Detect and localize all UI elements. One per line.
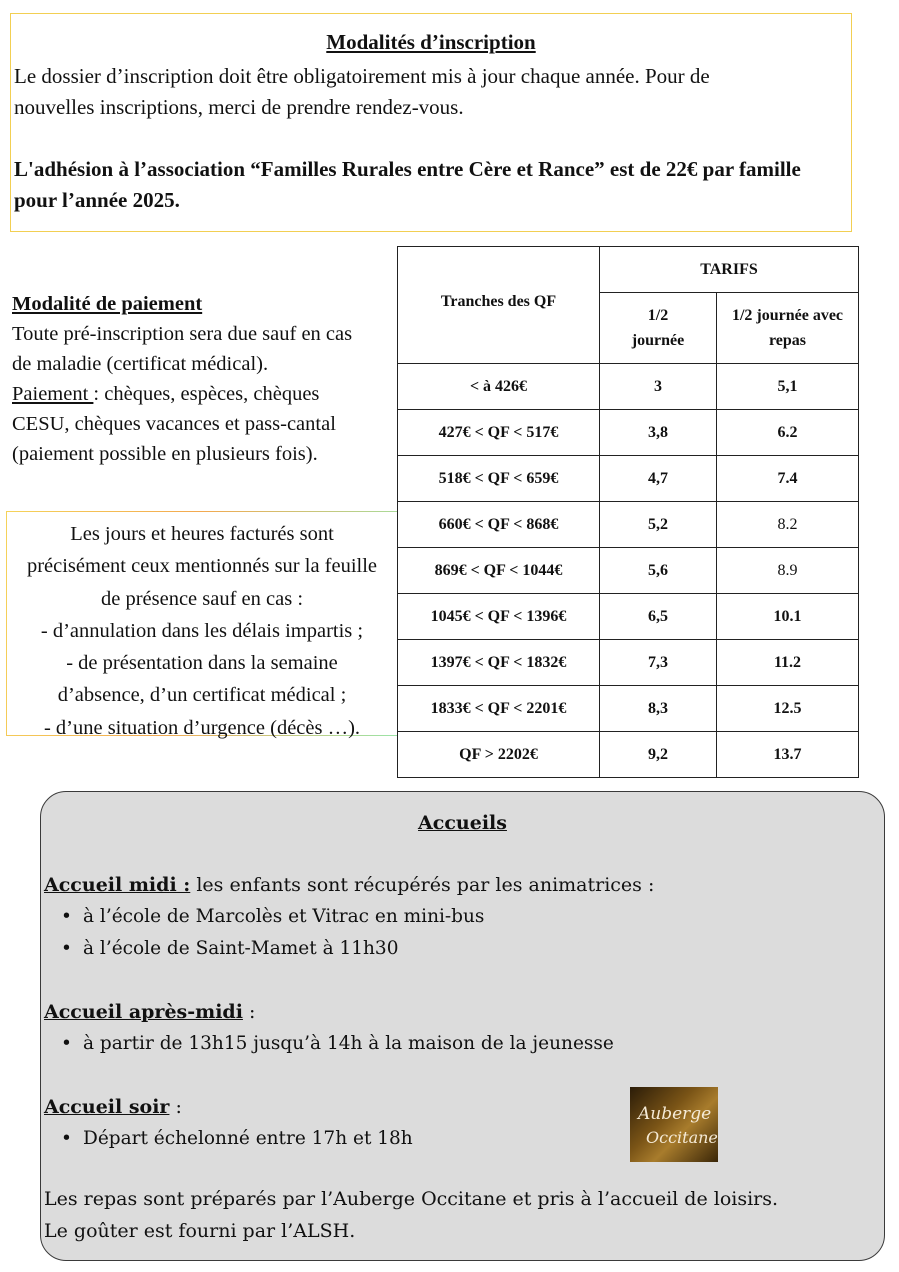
accueil-midi-list <box>83 901 484 965</box>
inscription-text: Le dossier d’inscription doit être obligatoirement mis à jour chaque année. Pour de nouvelles inscriptions, merci de prendre rendez-vous. <box>14 64 710 119</box>
table-row <box>398 594 859 640</box>
qf-cell: QF > 2202€ <box>398 732 600 778</box>
half-day-price-cell: 3 <box>600 364 717 410</box>
inscription-box <box>10 13 852 232</box>
logo-text-line1: Auberge <box>638 1104 712 1124</box>
header-half-day-meal: 1/2 journée avec repas <box>717 293 859 364</box>
table-row <box>398 456 859 502</box>
logo-text-line2: Occitane <box>646 1128 718 1147</box>
tarif-rows <box>398 364 859 778</box>
payment-line: de maladie (certificat médical). <box>12 353 269 375</box>
payment-label: Paiement <box>12 383 94 405</box>
accueils-box <box>40 791 885 1261</box>
header-half-day: 1/2 journée <box>600 293 717 364</box>
accueil-midi-heading: Accueil midi : les enfants sont récupérés par les animatrices : <box>44 874 655 896</box>
accueil-apres-midi-heading: Accueil après-midi : <box>44 1001 256 1023</box>
accueil-midi-label: Accueil midi : <box>44 874 191 896</box>
meal-price-cell: 8.2 <box>717 502 859 548</box>
billing-line: d’absence, d’un certificat médical ; <box>57 684 347 707</box>
half-day-price-cell: 9,2 <box>600 732 717 778</box>
payment-methods-line: Paiement : chèques, espèces, chèques <box>12 383 320 405</box>
qf-cell: 427€ < QF < 517€ <box>398 410 600 456</box>
accueil-apres-midi-list <box>83 1028 614 1060</box>
accueil-apres-midi-label: Accueil après-midi <box>44 1001 243 1023</box>
accueil-soir-label: Accueil soir <box>44 1096 170 1118</box>
table-row <box>398 686 859 732</box>
meal-price-cell: 13.7 <box>717 732 859 778</box>
meal-price-cell: 10.1 <box>717 594 859 640</box>
half-day-price-cell: 4,7 <box>600 456 717 502</box>
payment-line: Toute pré-inscription sera due sauf en cas <box>12 323 353 345</box>
table-row <box>398 640 859 686</box>
closing-text: Les repas sont préparés par l’Auberge Occitane et pris à l’accueil de loisirs. Le goûter est fourni par l’ALSH. <box>44 1188 779 1242</box>
meal-price-cell: 7.4 <box>717 456 859 502</box>
qf-cell: 1045€ < QF < 1396€ <box>398 594 600 640</box>
list-item: • à partir de 13h15 jusqu’à 14h à la maison de la jeunesse <box>83 1028 614 1060</box>
qf-cell: 1397€ < QF < 1832€ <box>398 640 600 686</box>
qf-cell: < à 426€ <box>398 364 600 410</box>
meal-price-cell: 12.5 <box>717 686 859 732</box>
auberge-occitane-logo <box>630 1087 718 1162</box>
billing-conditions-box <box>6 511 398 739</box>
billing-line: - de présentation dans la semaine <box>66 652 338 675</box>
auberge-occitane-logo-icon <box>630 1087 718 1162</box>
membership-text: L'adhésion à l’association “Familles Rurales entre Cère et Rance” est de 22€ par famille pour l’année 2025. <box>14 157 801 212</box>
inscription-title: Modalités d’inscription <box>326 30 536 54</box>
qf-cell: 518€ < QF < 659€ <box>398 456 600 502</box>
table-row <box>398 502 859 548</box>
billing-line: de présence sauf en cas : <box>100 587 304 610</box>
payment-line: (paiement possible en plusieurs fois). <box>12 443 318 465</box>
list-item: • Départ échelonné entre 17h et 18h <box>83 1123 413 1155</box>
billing-line: précisément ceux mentionnés sur la feuille <box>26 555 378 578</box>
list-item: • à l’école de Marcolès et Vitrac en mini-bus <box>83 901 484 933</box>
billing-line: Les jours et heures facturés sont <box>70 523 334 545</box>
table-row <box>398 364 859 410</box>
half-day-price-cell: 3,8 <box>600 410 717 456</box>
meal-price-cell: 8.9 <box>717 548 859 594</box>
header-tarifs: TARIFS <box>600 247 859 293</box>
payment-section <box>12 289 397 469</box>
table-row <box>398 732 859 778</box>
accueil-soir-heading: Accueil soir : <box>44 1096 182 1118</box>
meal-price-cell: 6.2 <box>717 410 859 456</box>
header-qf: Tranches des QF <box>398 247 600 364</box>
table-row <box>398 410 859 456</box>
half-day-price-cell: 7,3 <box>600 640 717 686</box>
meal-price-cell: 11.2 <box>717 640 859 686</box>
billing-line: - d’annulation dans les délais impartis ; <box>40 619 364 642</box>
qf-cell: 660€ < QF < 868€ <box>398 502 600 548</box>
payment-heading: Modalité de paiement <box>12 293 203 315</box>
billing-line: - d’une situation d’urgence (décès …). <box>43 716 361 739</box>
qf-cell: 1833€ < QF < 2201€ <box>398 686 600 732</box>
half-day-price-cell: 6,5 <box>600 594 717 640</box>
qf-cell: 869€ < QF < 1044€ <box>398 548 600 594</box>
accueil-soir-list <box>83 1123 413 1155</box>
half-day-price-cell: 8,3 <box>600 686 717 732</box>
table-row <box>398 548 859 594</box>
list-item: • à l’école de Saint-Mamet à 11h30 <box>83 933 484 965</box>
half-day-price-cell: 5,6 <box>600 548 717 594</box>
tarifs-table <box>397 246 859 778</box>
payment-line: CESU, chèques vacances et pass-cantal <box>12 413 336 435</box>
billing-lines <box>7 518 397 744</box>
meal-price-cell: 5,1 <box>717 364 859 410</box>
half-day-price-cell: 5,2 <box>600 502 717 548</box>
accueils-title: Accueils <box>418 812 507 834</box>
